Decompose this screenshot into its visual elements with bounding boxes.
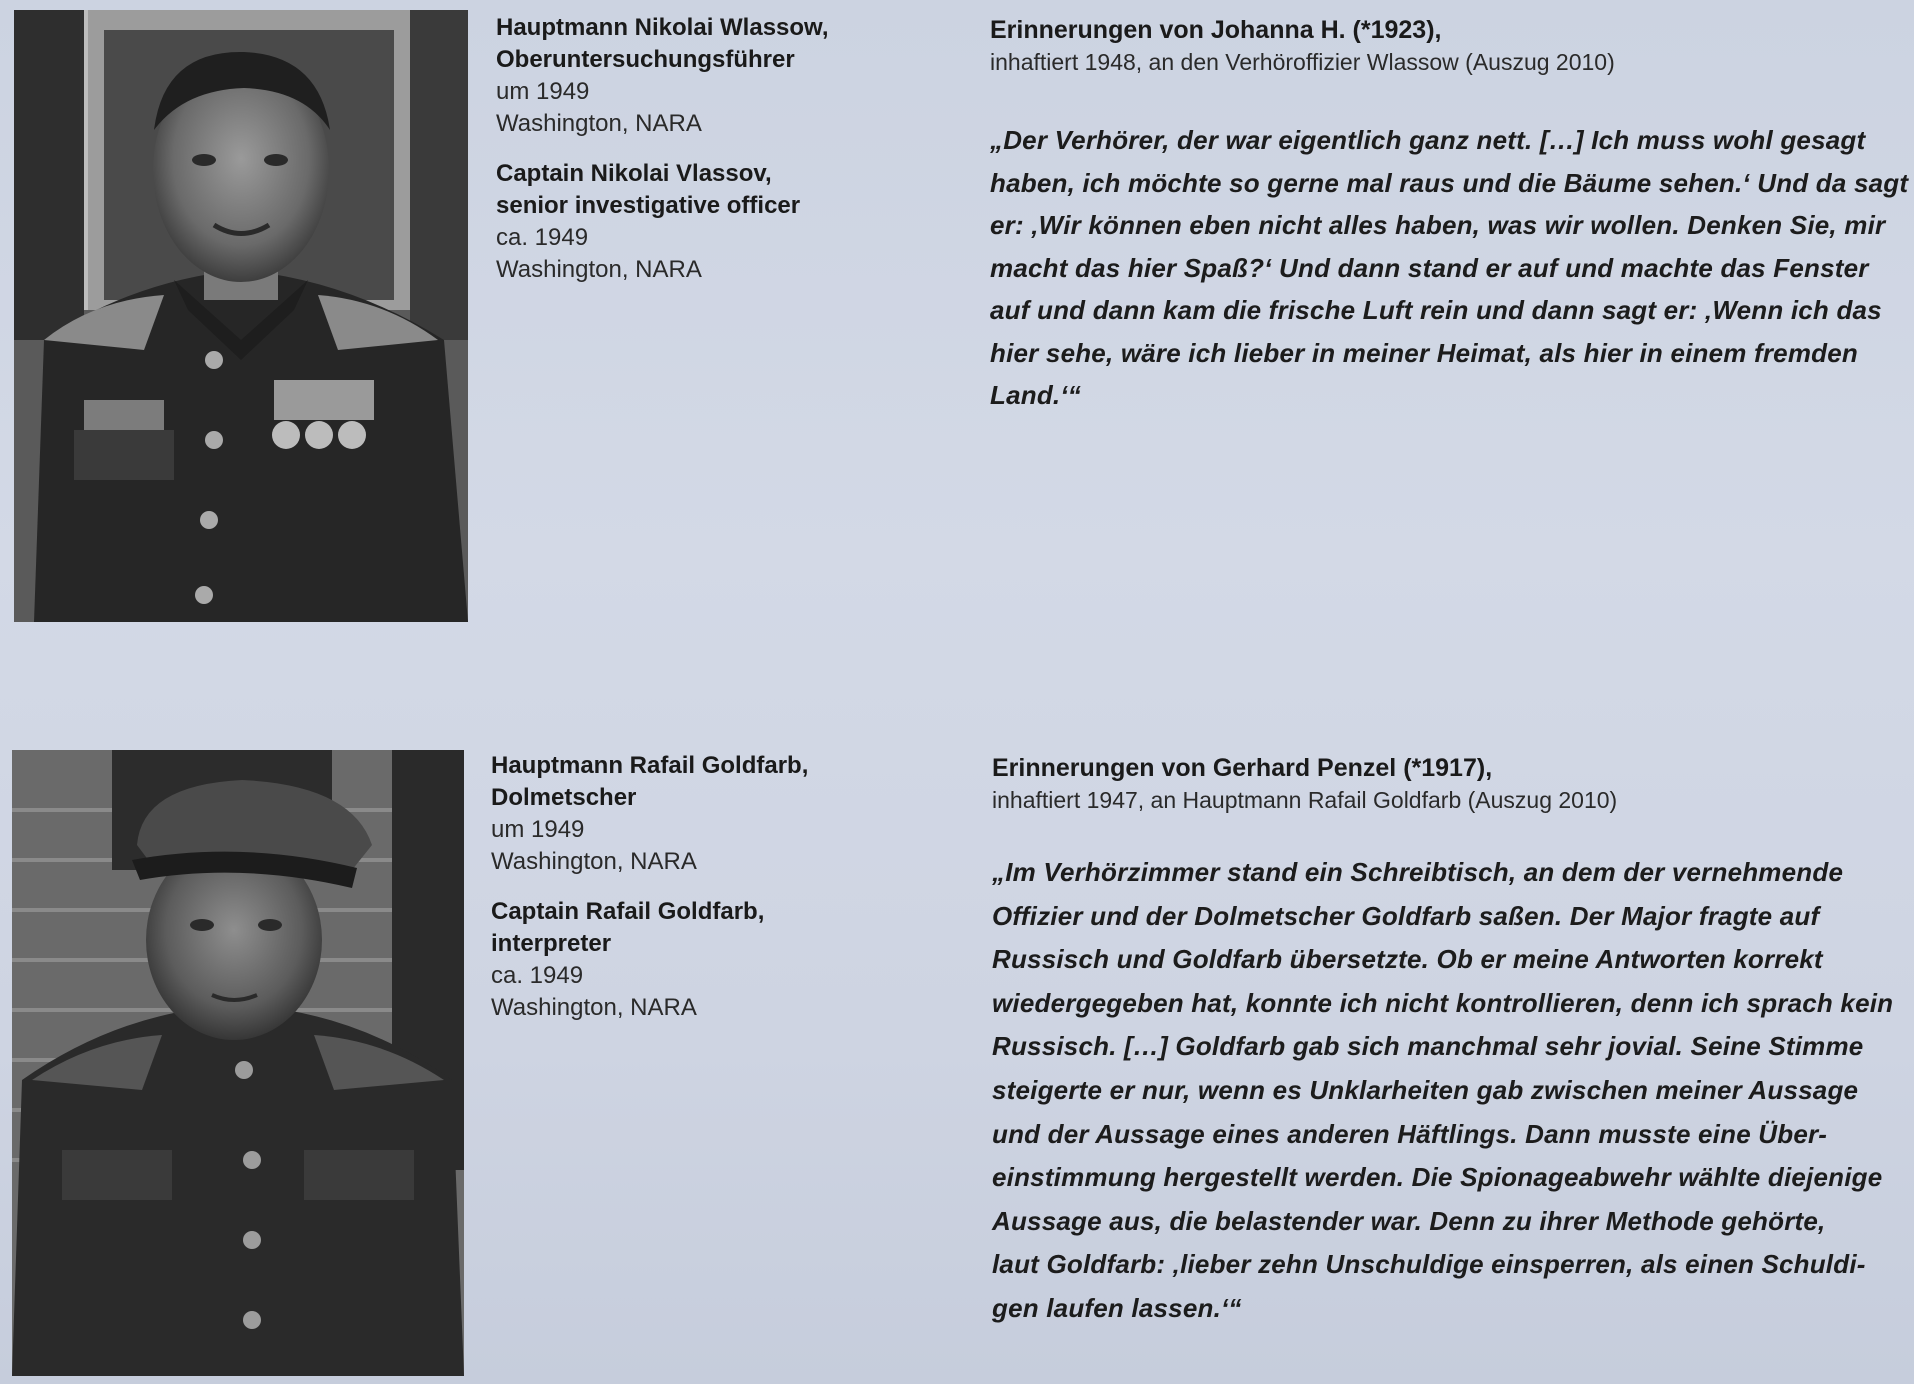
caption-role-en: interpreter: [491, 930, 612, 957]
caption-role-de: Oberuntersuchungsführer: [496, 46, 795, 73]
memory-quote: „Der Verhörer, der war eigentlich ganz nett. […] Ich muss wohl gesagt haben, ich möchte so gerne mal raus und die Bäume sehen.‘ Und da sagt er: ‚Wir können eben nicht alles haben, was wir wollen. Denken Sie, mir macht das hier Spaß?‘ Und dann stand er auf und machte das Fenster auf und dann kam die frische Luft rein und dann sagt er: ‚Wenn ich das hier sehe, wäre ich lieber in meiner Heimat, als hier in einem fremden Land.‘“: [990, 125, 1909, 410]
caption-date-de: um 1949: [491, 816, 585, 843]
caption-source-de: Washington, NARA: [496, 110, 702, 137]
portrait-photo-wlassow: [14, 10, 468, 622]
photo-caption-wlassow: [496, 12, 916, 286]
caption-name-de: Hauptmann Nikolai Wlassow,: [496, 14, 829, 41]
memory-subheading: inhaftiert 1947, an Hauptmann Rafail Goldfarb (Auszug 2010): [992, 787, 1618, 813]
caption-date-en: ca. 1949: [491, 962, 584, 989]
memory-heading: Erinnerungen von Gerhard Penzel (*1917),: [992, 754, 1493, 782]
caption-date-de: um 1949: [496, 78, 590, 105]
caption-name-de: Hauptmann Rafail Goldfarb,: [491, 752, 809, 779]
portrait-photo-goldfarb: [12, 750, 464, 1376]
caption-role-en: senior investigative officer: [496, 192, 801, 219]
memory-block-penzel: [992, 752, 1912, 1331]
memory-quote: „Im Verhörzimmer stand ein Schreibtisch, an dem der vernehmende Offizier und der Dolmetscher Goldfarb saßen. Der Major fragte auf Russisch und Goldfarb übersetzte. Ob er meine Antworten korrekt wiedergegeben hat, konnte ich nicht kontrollieren, denn ich sprach kein Russisch. […] Goldfarb gab sich manchmal sehr jovial. Seine Stimme steigerte er nur, wenn es Unklarheiten gab zwischen meiner Aussage und der Aussage eines anderen Häftlings. Dann musste eine Über- einstimmung hergestellt werden. Die Spionageabwehr wählte diejenige Aussage aus, die belastender war. Denn zu ihrer Methode gehörte, laut Goldfarb: ‚lieber zehn Unschuldige einsperren, als einen Schuldi- gen laufen lassen.‘“: [992, 857, 1894, 1323]
caption-date-en: ca. 1949: [496, 224, 589, 251]
caption-source-en: Washington, NARA: [491, 994, 697, 1021]
caption-name-en: Captain Rafail Goldfarb,: [491, 898, 765, 925]
caption-source-de: Washington, NARA: [491, 848, 697, 875]
caption-role-de: Dolmetscher: [491, 784, 637, 811]
caption-name-en: Captain Nikolai Vlassov,: [496, 160, 772, 187]
memory-heading: Erinnerungen von Johanna H. (*1923),: [990, 16, 1442, 44]
memory-subheading: inhaftiert 1948, an den Verhöroffizier Wlassow (Auszug 2010): [990, 49, 1615, 75]
memory-block-johanna: [990, 14, 1910, 417]
caption-source-en: Washington, NARA: [496, 256, 702, 283]
photo-caption-goldfarb: [491, 750, 911, 1024]
